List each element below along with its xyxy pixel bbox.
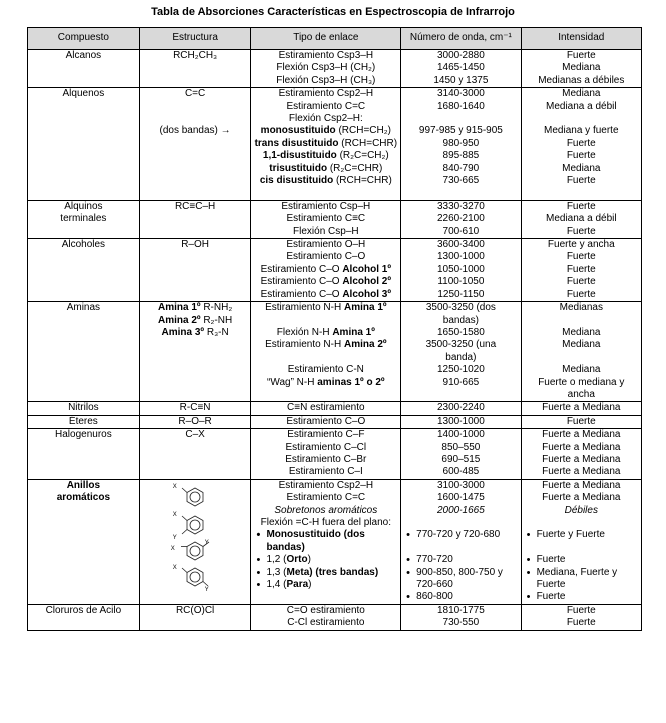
table-row bbox=[28, 239, 642, 302]
list-item: • Fuerte bbox=[525, 554, 638, 566]
list-item: • Mediana, Fuerte y Fuerte bbox=[525, 567, 638, 592]
list-item: • 900-850, 800-750 y 720-660 bbox=[404, 567, 517, 592]
table-row bbox=[28, 415, 642, 428]
benzene-rings-diagram bbox=[147, 480, 244, 592]
list-item: • Fuerte bbox=[525, 591, 638, 603]
wave-cell: 1810-1775 730-550 bbox=[401, 604, 521, 630]
structure-cell: Amina 1º R-NH₂ Amina 2º R₂-NH Amina 3º R₃-N bbox=[139, 302, 251, 402]
intensity-cell: Fuerte a Mediana Fuerte a Mediana Débiles • Fuerte y Fuerte • Fuerte • Mediana, Fuerte y Fuerte • Fuerte bbox=[521, 479, 641, 604]
list-item: • 770-720 y 720-680 bbox=[404, 529, 517, 541]
wave-cell: 3000-2880 1465-1450 1450 y 1375 bbox=[401, 50, 521, 88]
structure-cell bbox=[139, 479, 251, 604]
structure-cell: R–O–R bbox=[139, 415, 251, 428]
wave-cell: 3500-3250 (dos bandas) 1650-1580 3500-3250 (una banda) 1250-1020 910-665 bbox=[401, 302, 521, 402]
wave-cell: 3140-3000 1680-1640 997-985 y 915-905 980-950 895-885 840-790 730-665 bbox=[401, 88, 521, 201]
bond-cell: Estiramiento Csp2–H Estiramiento C=C Flexión Csp2–H: monosustituido (RCH=CH₂) trans disustituido (RCH=CHR) 1,1-disustituido (R₂C=CH₂) trisustituido (R₂C=CHR) cis disustituido (RCH=CHR) bbox=[251, 88, 401, 201]
ring-label-x: X bbox=[172, 564, 177, 571]
header-tipo-enlace: Tipo de enlace bbox=[251, 28, 401, 50]
header-estructura: Estructura bbox=[139, 28, 251, 50]
wave-cell: 3100-3000 1600-1475 2000-1665 • 770-720 y 720-680 • 770-720 • 900-850, 800-750 y 720-660 • 860-800 bbox=[401, 479, 521, 604]
intensity-cell: Fuerte Fuerte bbox=[521, 604, 641, 630]
header-numero-onda: Número de onda, cm⁻¹ bbox=[401, 28, 521, 50]
structure-cell: R-C≡N bbox=[139, 402, 251, 415]
list-item: • 770-720 bbox=[404, 554, 517, 566]
compound-cell: Alquinos terminales bbox=[28, 200, 140, 238]
wave-cell: 3600-3400 1300-1000 1050-1000 1100-1050 1250-1150 bbox=[401, 239, 521, 302]
ring-label-y: Y bbox=[172, 534, 177, 541]
table-row bbox=[28, 429, 642, 480]
ring-label-y: Y bbox=[204, 539, 209, 546]
wave-cell: 3330-3270 2260-2100 700-610 bbox=[401, 200, 521, 238]
header-intensidad: Intensidad bbox=[521, 28, 641, 50]
wave-cell: 2300-2240 bbox=[401, 402, 521, 415]
bond-cell: Estiramiento C–F Estiramiento C–Cl Estiramiento C–Br Estiramiento C–I bbox=[251, 429, 401, 480]
aromatic-structures bbox=[143, 480, 248, 592]
bond-cell: C≡N estiramiento bbox=[251, 402, 401, 415]
table-row bbox=[28, 88, 642, 201]
intensity-cell: Fuerte y ancha Fuerte Fuerte Fuerte Fuerte bbox=[521, 239, 641, 302]
table-row bbox=[28, 50, 642, 88]
structure-cell: C–X bbox=[139, 429, 251, 480]
list-item: • 860-800 bbox=[404, 591, 517, 603]
bond-cell: Estiramiento Csp3–H Flexión Csp3–H (CH₂) Flexión Csp3–H (CH₃) bbox=[251, 50, 401, 88]
list-item: • 1,4 (Para) bbox=[254, 579, 397, 591]
bond-cell: C=O estiramiento C-Cl estiramiento bbox=[251, 604, 401, 630]
table-title: Tabla de Absorciones Características en Espectroscopia de Infrarrojo bbox=[151, 6, 515, 18]
structure-cell: RC≡C–H bbox=[139, 200, 251, 238]
intensity-cell: Fuerte Mediana a débil Fuerte bbox=[521, 200, 641, 238]
compound-cell: Alquenos bbox=[28, 88, 140, 201]
structure-cell: C=C (dos bandas) → bbox=[139, 88, 251, 201]
compound-cell: Alcanos bbox=[28, 50, 140, 88]
compound-cell: Anillos aromáticos bbox=[28, 479, 140, 604]
compound-cell: Cloruros de Acilo bbox=[28, 604, 140, 630]
table-row bbox=[28, 479, 642, 604]
structure-cell: RCH₂CH₃ bbox=[139, 50, 251, 88]
header-compuesto: Compuesto bbox=[28, 28, 140, 50]
intensity-cell: Fuerte a Mediana bbox=[521, 402, 641, 415]
table-row bbox=[28, 402, 642, 415]
intensity-cell: Mediana Mediana a débil Mediana y fuerte Fuerte Fuerte Mediana Fuerte bbox=[521, 88, 641, 201]
compound-cell: Éteres bbox=[28, 415, 140, 428]
ring-label-x: X bbox=[172, 483, 177, 490]
ir-absorption-table bbox=[27, 27, 642, 631]
ring-label-x: X bbox=[170, 545, 175, 552]
intensity-cell: Fuerte bbox=[521, 415, 641, 428]
compound-cell: Aminas bbox=[28, 302, 140, 402]
bond-cell: Estiramiento Csp–H Estiramiento C≡C Flexión Csp–H bbox=[251, 200, 401, 238]
structure-cell: R–OH bbox=[139, 239, 251, 302]
table-row bbox=[28, 604, 642, 630]
ring-label-x: X bbox=[172, 511, 177, 518]
wave-cell: 1400-1000 850–550 690–515 600-485 bbox=[401, 429, 521, 480]
bond-cell: Estiramiento N-H Amina 1º Flexión N-H Amina 1º Estiramiento N-H Amina 2º Estiramiento C-N “Wag” N-H aminas 1º o 2º bbox=[251, 302, 401, 402]
bond-cell: Estiramiento C–O bbox=[251, 415, 401, 428]
structure-cell: RC(O)Cl bbox=[139, 604, 251, 630]
structure-note: (dos bandas) → bbox=[159, 125, 231, 137]
intensity-cell: Fuerte a Mediana Fuerte a Mediana Fuerte a Mediana Fuerte a Mediana bbox=[521, 429, 641, 480]
bond-cell: Estiramiento O–H Estiramiento C–O Estiramiento C–O Alcohol 1º Estiramiento C–O Alcohol 2º Estiramiento C–O Alcohol 3º bbox=[251, 239, 401, 302]
list-item: • Fuerte y Fuerte bbox=[525, 529, 638, 541]
intensity-cell: Fuerte Mediana Medianas a débiles bbox=[521, 50, 641, 88]
intensity-cell: Medianas Mediana Mediana Mediana Fuerte o mediana y ancha bbox=[521, 302, 641, 402]
compound-cell: Halogenuros bbox=[28, 429, 140, 480]
table-row bbox=[28, 302, 642, 402]
wave-cell: 1300-1000 bbox=[401, 415, 521, 428]
header-row bbox=[28, 28, 642, 50]
list-item: • 1,2 (Orto) bbox=[254, 554, 397, 566]
list-item: • Monosustituido (dos bbox=[254, 529, 397, 541]
list-item: • 1,3 (Meta) (tres bandas) bbox=[254, 567, 397, 579]
ring-label-y: Y bbox=[204, 586, 209, 593]
bond-cell: Estiramiento Csp2–H Estiramiento C=C Sobretonos aromáticos Flexión =C-H fuera del plano: • Monosustituido (dos bandas) • 1,2 (Orto) • 1,3 (Meta) (tres bandas) • 1,4 (Para) bbox=[251, 479, 401, 604]
compound-cell: Nitrilos bbox=[28, 402, 140, 415]
compound-cell: Alcoholes bbox=[28, 239, 140, 302]
table-row bbox=[28, 200, 642, 238]
